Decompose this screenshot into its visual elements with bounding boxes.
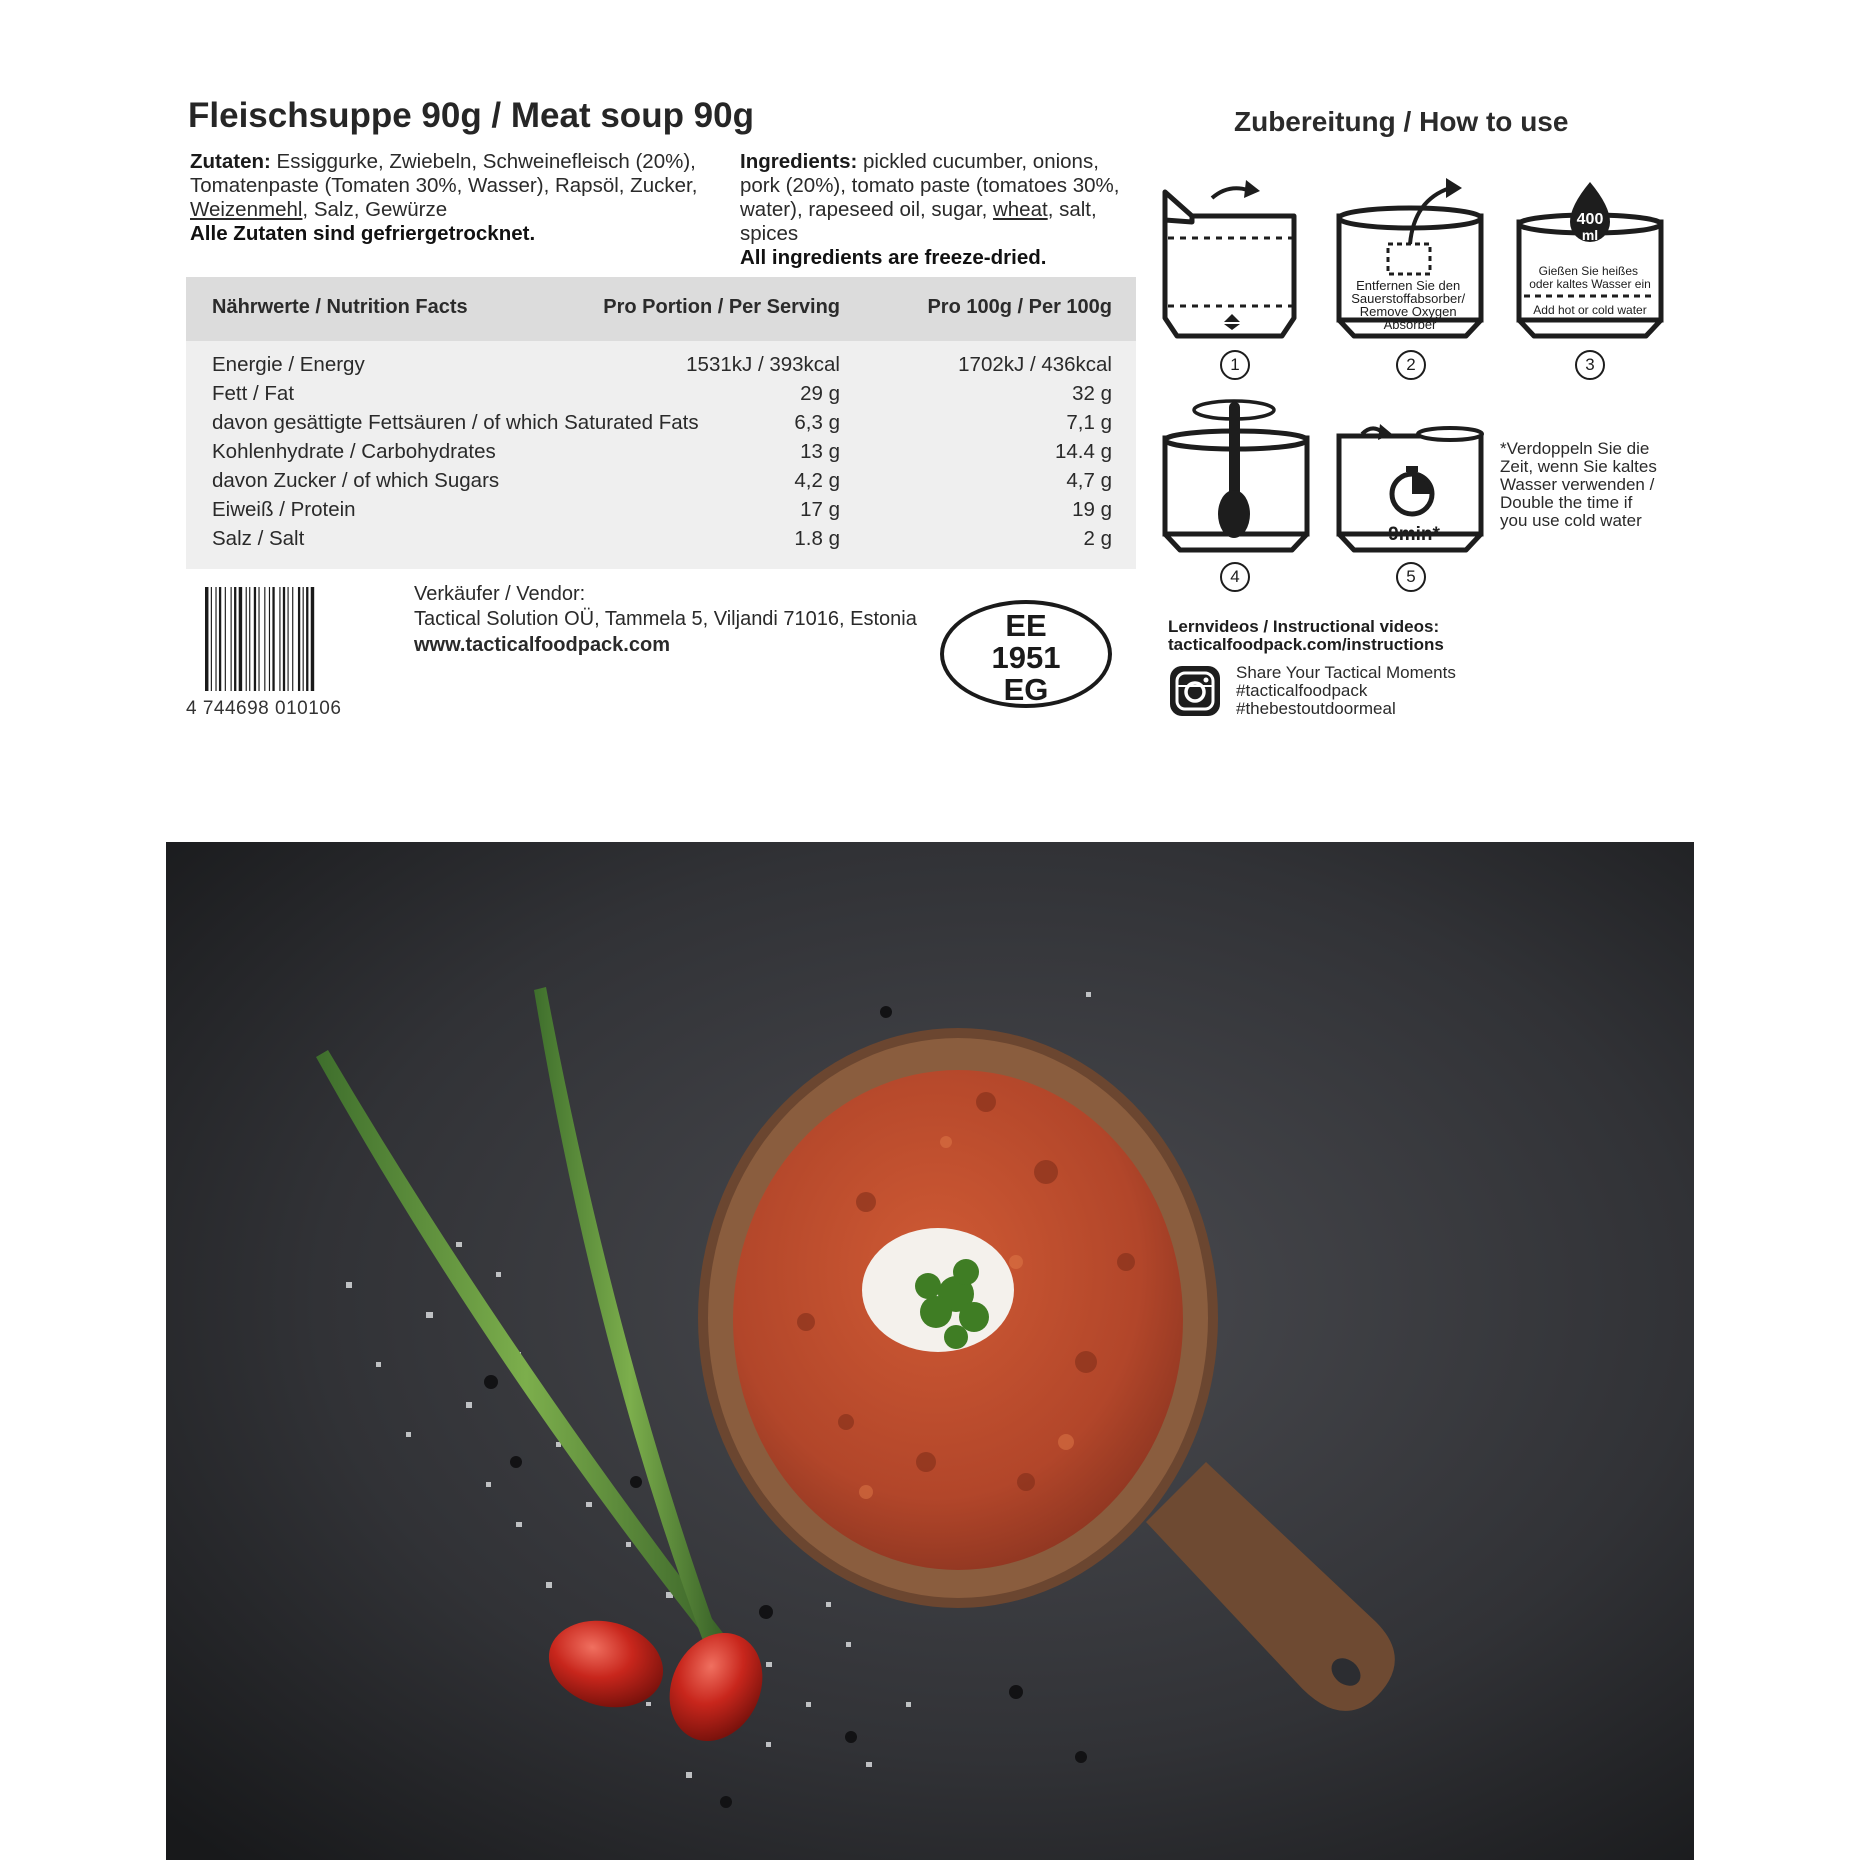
ingredients-de-label: Zutaten: [190,150,271,173]
social-block [1236,664,1456,718]
nutrition-row-per-100g: 19 g [1072,498,1112,521]
ingredients-en-allergen: wheat [992,198,1048,221]
note-line: Zeit, wenn Sie kaltes [1500,457,1657,476]
how-to-use-title: Zubereitung / How to use [1234,106,1569,137]
nutrition-row-per-100g: 14.4 g [1055,440,1112,463]
nutrition-row-label: Kohlenhydrate / Carbohydrates [212,440,496,463]
step-3-add-water-icon [1512,178,1672,344]
nutrition-row [186,469,1136,498]
social-hashtag[interactable]: #thebestoutdoormeal [1236,699,1396,718]
cold-water-note [1500,440,1657,530]
ingredients-english [740,150,1140,270]
step-2-text-line: Entfernen Sie den [1356,278,1461,293]
nutrition-header-per-serving: Pro Portion / Per Serving [603,296,840,318]
step-3-text-de: Gießen Sie heißes [1538,264,1639,278]
barcode-number: 4 744698 010106 [186,698,342,719]
step-5-time: 9min* [1388,524,1440,545]
stamp-line-1: EE [1005,608,1047,643]
ingredients-en-label: Ingredients: [740,150,858,173]
nutrition-row [186,440,1136,469]
nutrition-row [186,411,1136,440]
nutrition-row-per-serving: 29 g [800,382,840,405]
ingredients-de-note: Alle Zutaten sind gefriergetrocknet. [190,222,536,245]
nutrition-row-per-100g: 7,1 g [1066,411,1112,434]
step-2-text-line: Remove Oxygen [1359,304,1457,319]
ingredients-en-note: All ingredients are freeze-dried. [740,246,1047,269]
step-2-text-line: Absorber [1383,317,1437,332]
step-number-1: 1 [1220,350,1250,380]
ingredients-de-text-b: , Salz, Gewürze [302,198,448,221]
nutrition-row-per-serving: 1.8 g [794,527,840,550]
health-mark-stamp [940,600,1112,708]
ingredients-en-text-b: , salt, spices [740,198,1097,245]
vendor-website[interactable]: www.tacticalfoodpack.com [414,634,670,656]
food-photo [166,842,1694,1860]
nutrition-row-label: davon Zucker / of which Sugars [212,469,500,492]
nutrition-row-per-100g: 32 g [1072,382,1112,405]
social-line: Share Your Tactical Moments [1236,663,1456,682]
ingredients-de-allergen: Weizenmehl [190,198,303,221]
step-4-stir-icon [1158,392,1318,558]
nutrition-row-per-serving: 6,3 g [794,411,840,434]
step-number-4: 4 [1220,562,1250,592]
nutrition-row-label: Energie / Energy [212,353,365,376]
note-line: you use cold water [1500,511,1642,530]
nutrition-row-per-100g: 4,7 g [1066,469,1112,492]
videos-label: Lernvideos / Instructional videos: [1168,617,1440,636]
step-number-3: 3 [1575,350,1605,380]
step-5-wait-icon [1332,420,1500,558]
nutrition-header-label: Nährwerte / Nutrition Facts [212,296,468,318]
nutrition-row-per-100g: 2 g [1083,527,1112,550]
nutrition-row [186,527,1136,556]
step-number-2: 2 [1396,350,1426,380]
step-3-text-de: oder kaltes Wasser ein [1529,277,1651,291]
nutrition-row-label: Fett / Fat [212,382,295,405]
note-line: *Verdoppeln Sie die [1500,439,1650,458]
vendor-label: Verkäufer / Vendor: [414,583,586,605]
nutrition-row-per-serving: 17 g [800,498,840,521]
nutrition-row [186,382,1136,411]
nutrition-row-per-serving: 13 g [800,440,840,463]
nutrition-row-per-serving: 1531kJ / 393kcal [686,353,840,376]
ingredients-german [190,150,730,246]
videos-url[interactable]: tacticalfoodpack.com/instructions [1168,635,1444,654]
stamp-line-3: EG [1003,672,1049,707]
nutrition-row-label: davon gesättigte Fettsäuren / of which Saturated Fats [212,411,699,434]
nutrition-row-per-serving: 4,2 g [794,469,840,492]
nutrition-row [186,498,1136,527]
barcode [203,587,359,697]
step-3-amount: 400 [1576,211,1604,228]
nutrition-row-per-100g: 1702kJ / 436kcal [958,353,1112,376]
step-3-text-en: Add hot or cold water [1533,303,1647,317]
ingredients-en-text-a: pickled cucumber, onions, pork (20%), tomato paste (tomatoes 30%, water), rapeseed oil, sugar, [740,150,1120,221]
step-number-5: 5 [1396,562,1426,592]
nutrition-header-per-100g: Pro 100g / Per 100g [927,296,1112,318]
svg-text:Gießen Sie heißes oder kal [1529,264,1651,291]
nutrition-row-label: Eiweiß / Protein [212,498,356,521]
note-line: Double the time if [1500,493,1633,512]
nutrition-row [186,353,1136,382]
social-hashtag[interactable]: #tacticalfoodpack [1236,681,1368,700]
nutrition-table-body [186,341,1136,569]
step-1-open-pouch-icon [1158,178,1318,344]
step-2-remove-absorber-icon [1332,178,1500,344]
svg-text:Entfernen Sie den Sauersto [1351,278,1469,332]
vendor-address: Tactical Solution OÜ, Tammela 5, Viljandi 71016, Estonia [414,608,917,630]
instagram-icon[interactable] [1168,664,1222,718]
nutrition-row-label: Salz / Salt [212,527,305,550]
stamp-line-2: 1951 [991,640,1061,675]
product-title: Fleischsuppe 90g / Meat soup 90g [188,96,754,135]
ingredients-de-text-a: Essiggurke, Zwiebeln, Schweinefleisch (20%), Tomatenpaste (Tomaten 30%, Wasser), Rapsöl, Zucker, [190,150,698,197]
note-line: Wasser verwenden / [1500,475,1655,494]
step-3-unit: ml [1581,227,1599,243]
step-2-text-line: Sauerstoffabsorber/ [1351,291,1466,306]
